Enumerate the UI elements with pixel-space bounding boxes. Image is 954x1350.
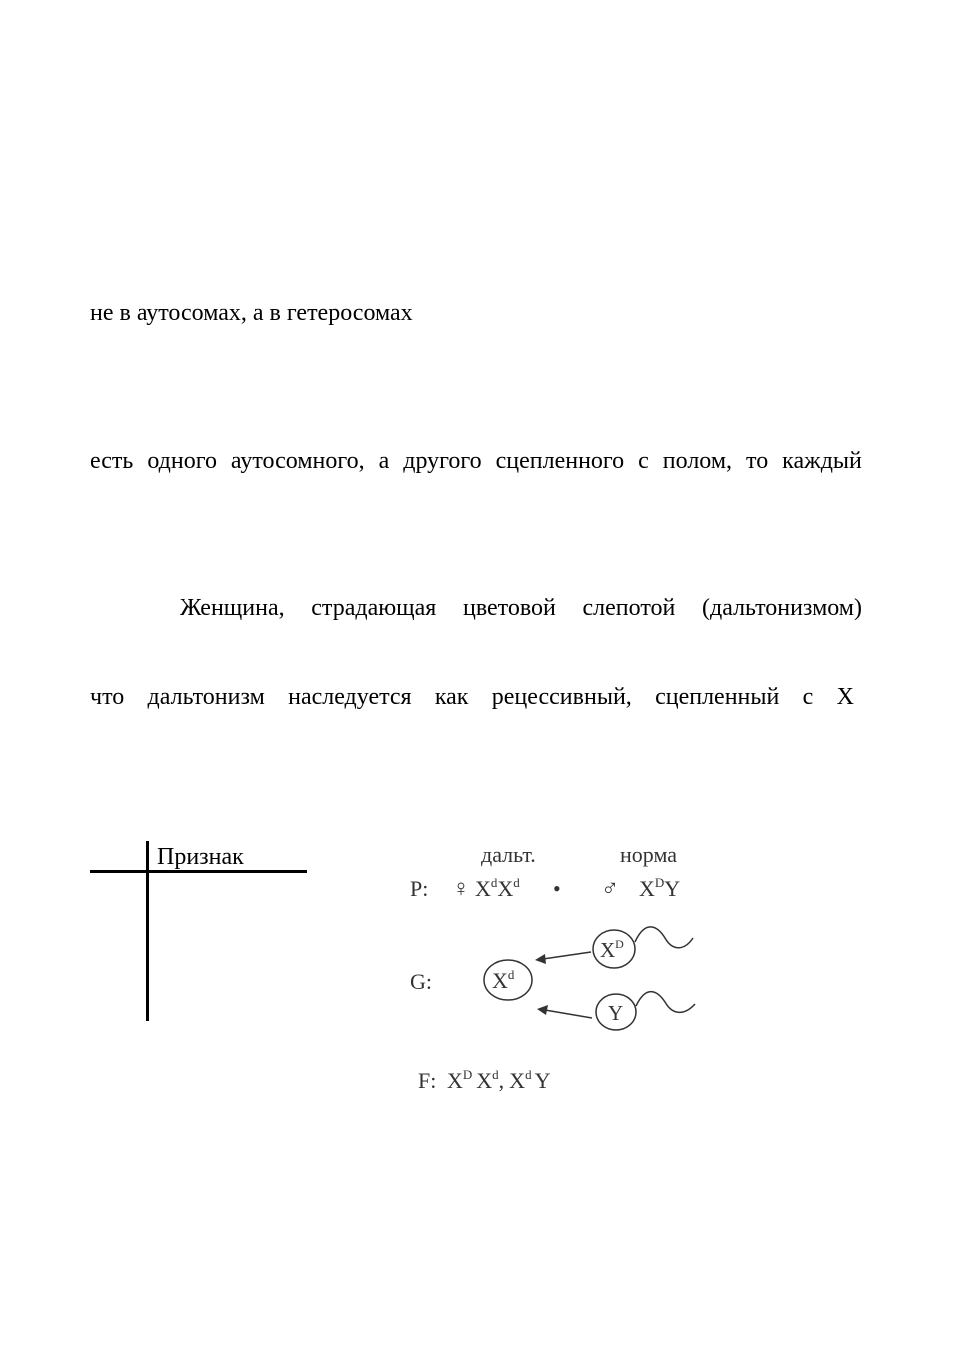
word: полом, [662,448,733,474]
word: наследуется [288,684,412,710]
gamete-male-x: $X^D$ [600,937,624,962]
female-symbol-icon: ♀ [452,876,470,902]
word: цветовой [462,595,556,621]
word: аутосомного, [230,448,365,474]
word: Женщина, [180,595,285,621]
word: одного [147,448,217,474]
word: что [90,684,125,710]
label-normal: норма [620,842,677,867]
f-label: F: [418,1068,437,1093]
gamete-female: $X^d$ [492,967,515,993]
female-genotype: $X^dX^d$ [475,875,520,901]
word: каждый [782,448,862,474]
offspring-genotypes: $X^D$ $X^d$, $X^d$ Y [447,1067,551,1093]
word: другого [403,448,482,474]
table-header-trait: Признак [157,844,244,870]
cross-dot: • [553,876,561,901]
arrow-head-1 [535,954,546,964]
word: (дальтонизмом) [702,595,862,621]
sperm-tail-2 [636,992,695,1013]
word: сцепленного [495,448,625,474]
word: есть [90,448,134,474]
text-line-1: не в аутосомах, а в гетеросомах [90,300,413,326]
g-label: G: [410,969,432,994]
word: дальтонизм [147,684,265,710]
text-line-2 [90,447,862,475]
crossing-scheme [395,820,715,1120]
word: рецессивный, [491,684,632,710]
word: X [836,684,854,710]
gamete-male-y: Y [608,1001,624,1025]
label-colorblind: дальт. [481,842,536,867]
word: сцепленный [655,684,780,710]
text-line-3 [180,594,862,622]
p-label: P: [410,876,429,901]
crossing-scheme-drawing [395,820,715,1120]
word: а [378,448,390,474]
word: то [746,448,769,474]
table-vertical-rule [146,841,149,1021]
sperm-tail-1 [635,927,693,948]
word: слепотой [582,595,676,621]
word: с [802,684,814,710]
arrow-line-1 [543,952,591,959]
word: как [434,684,469,710]
word: страдающая [311,595,437,621]
male-symbol-icon: ♂ [601,876,619,902]
arrow-line-2 [545,1010,592,1018]
male-genotype: $X^DY$ [639,875,681,901]
arrow-head-2 [537,1005,548,1015]
text-line-4 [90,683,854,711]
word: с [638,448,649,474]
